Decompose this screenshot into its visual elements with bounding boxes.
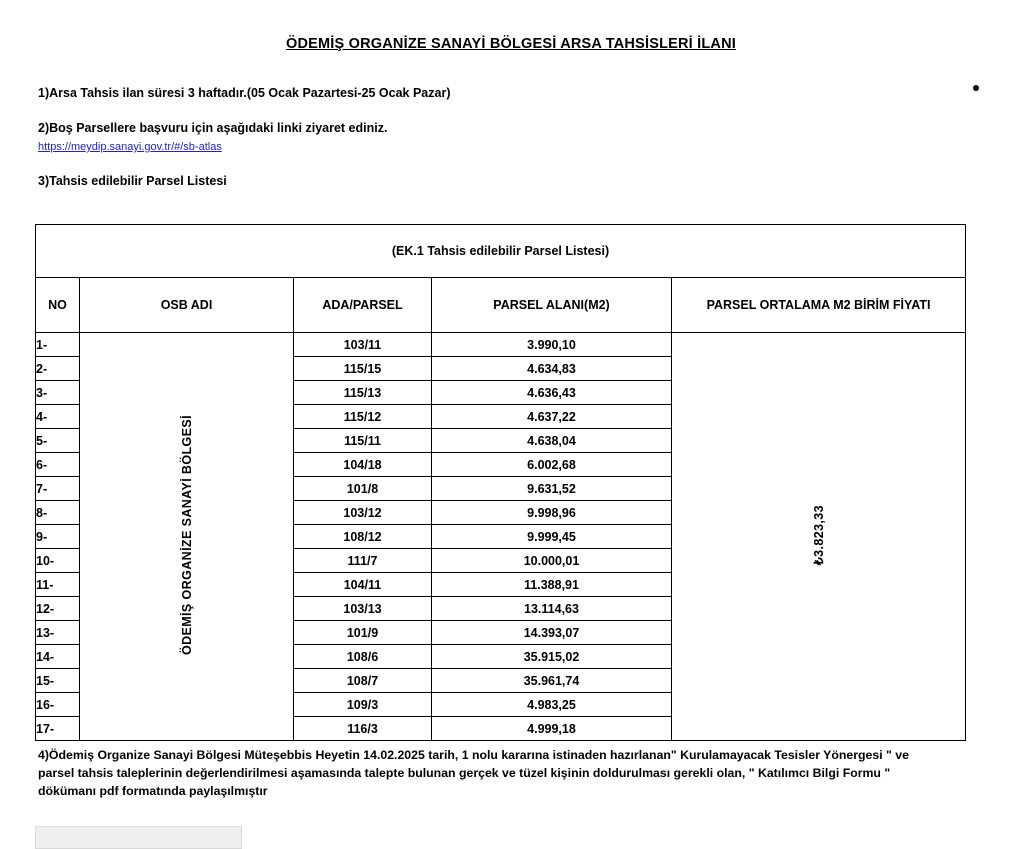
birim-fiyat-vertical-value: ₺3.823,33 <box>812 504 826 566</box>
cell-ada-parsel: 116/3 <box>294 717 432 741</box>
cell-ada-parsel: 103/11 <box>294 333 432 357</box>
parsel-table <box>35 224 966 741</box>
footnote-text: 4)Ödemiş Organize Sanayi Bölgesi Müteşebbis Heyetin 14.02.2025 tarih, 1 nolu kararına istinaden hazırlanan" Kurulamayacak Tesisler Yönergesi " ve parsel tahsis taleplerinin değerlendirilmesi aşamasında talepte bulunan gerçek ve tüzel kişinin doldurulması gerekli olan, " Katılımcı Bilgi Formu " dökümanı pdf formatında paylaşılmıştır <box>38 748 909 798</box>
header-birim-fiyat: PARSEL ORTALAMA M2 BİRİM FİYATI <box>672 278 966 333</box>
cell-no: 11- <box>36 573 80 597</box>
cell-parsel-alani: 9.998,96 <box>432 501 672 525</box>
cell-ada-parsel: 103/12 <box>294 501 432 525</box>
cell-birim-fiyat <box>672 333 966 741</box>
cell-ada-parsel: 104/18 <box>294 453 432 477</box>
parsel-table-wrapper <box>35 224 965 741</box>
cell-no: 10- <box>36 549 80 573</box>
meydip-atlas-link[interactable]: https://meydip.sanayi.gov.tr/#/sb-atlas <box>38 141 222 153</box>
cell-parsel-alani: 9.999,45 <box>432 525 672 549</box>
cell-ada-parsel: 115/13 <box>294 381 432 405</box>
cell-parsel-alani: 9.631,52 <box>432 477 672 501</box>
cell-no: 14- <box>36 645 80 669</box>
cell-parsel-alani: 4.634,83 <box>432 357 672 381</box>
cell-no: 15- <box>36 669 80 693</box>
cell-ada-parsel: 108/12 <box>294 525 432 549</box>
header-osb-adi: OSB ADI <box>80 278 294 333</box>
paragraph-basvuru-link-intro: 2)Boş Parsellere başvuru için aşağıdaki linki ziyaret ediniz. <box>38 121 388 135</box>
cell-no: 1- <box>36 333 80 357</box>
cell-no: 5- <box>36 429 80 453</box>
paragraph-parsel-listesi: 3)Tahsis edilebilir Parsel Listesi <box>38 174 227 188</box>
cell-osb-adi <box>80 333 294 741</box>
table-row <box>36 333 966 357</box>
cell-parsel-alani: 4.983,25 <box>432 693 672 717</box>
cell-parsel-alani: 3.990,10 <box>432 333 672 357</box>
cell-ada-parsel: 115/15 <box>294 357 432 381</box>
cell-ada-parsel: 103/13 <box>294 597 432 621</box>
header-parsel-alani: PARSEL ALANI(M2) <box>432 278 672 333</box>
cell-ada-parsel: 108/7 <box>294 669 432 693</box>
cell-parsel-alani: 35.961,74 <box>432 669 672 693</box>
cell-ada-parsel: 101/8 <box>294 477 432 501</box>
cell-parsel-alani: 10.000,01 <box>432 549 672 573</box>
cell-no: 9- <box>36 525 80 549</box>
cell-parsel-alani: 4.999,18 <box>432 717 672 741</box>
cell-no: 6- <box>36 453 80 477</box>
cell-ada-parsel: 101/9 <box>294 621 432 645</box>
cell-ada-parsel: 104/11 <box>294 573 432 597</box>
cell-no: 4- <box>36 405 80 429</box>
header-ada-parsel: ADA/PARSEL <box>294 278 432 333</box>
cell-no: 8- <box>36 501 80 525</box>
page-title: ÖDEMİŞ ORGANİZE SANAYİ BÖLGESİ ARSA TAHSİSLERİ İLANI <box>285 36 736 52</box>
cell-ada-parsel: 115/11 <box>294 429 432 453</box>
cell-parsel-alani: 4.638,04 <box>432 429 672 453</box>
table-header-row <box>36 278 966 333</box>
cell-no: 2- <box>36 357 80 381</box>
cell-no: 17- <box>36 717 80 741</box>
cell-ada-parsel: 111/7 <box>294 549 432 573</box>
cell-parsel-alani: 4.637,22 <box>432 405 672 429</box>
cell-parsel-alani: 35.915,02 <box>432 645 672 669</box>
table-caption: (EK.1 Tahsis edilebilir Parsel Listesi) <box>36 225 966 278</box>
cell-parsel-alani: 13.114,63 <box>432 597 672 621</box>
table-caption-row <box>36 225 966 278</box>
cell-parsel-alani: 4.636,43 <box>432 381 672 405</box>
cell-parsel-alani: 11.388,91 <box>432 573 672 597</box>
cell-no: 16- <box>36 693 80 717</box>
cell-no: 12- <box>36 597 80 621</box>
bullet-dot-marker <box>973 85 979 91</box>
bottom-panel-strip <box>35 826 242 849</box>
cell-no: 3- <box>36 381 80 405</box>
cell-parsel-alani: 14.393,07 <box>432 621 672 645</box>
cell-ada-parsel: 109/3 <box>294 693 432 717</box>
cell-ada-parsel: 108/6 <box>294 645 432 669</box>
cell-ada-parsel: 115/12 <box>294 405 432 429</box>
cell-parsel-alani: 6.002,68 <box>432 453 672 477</box>
header-no: NO <box>36 278 80 333</box>
cell-no: 13- <box>36 621 80 645</box>
osb-adi-vertical-label: ÖDEMİŞ ORGANİZE SANAYİ BÖLGESİ <box>179 414 194 656</box>
paragraph-ilan-suresi: 1)Arsa Tahsis ilan süresi 3 haftadır.(05 Ocak Pazartesi-25 Ocak Pazar) <box>38 86 451 100</box>
cell-no: 7- <box>36 477 80 501</box>
